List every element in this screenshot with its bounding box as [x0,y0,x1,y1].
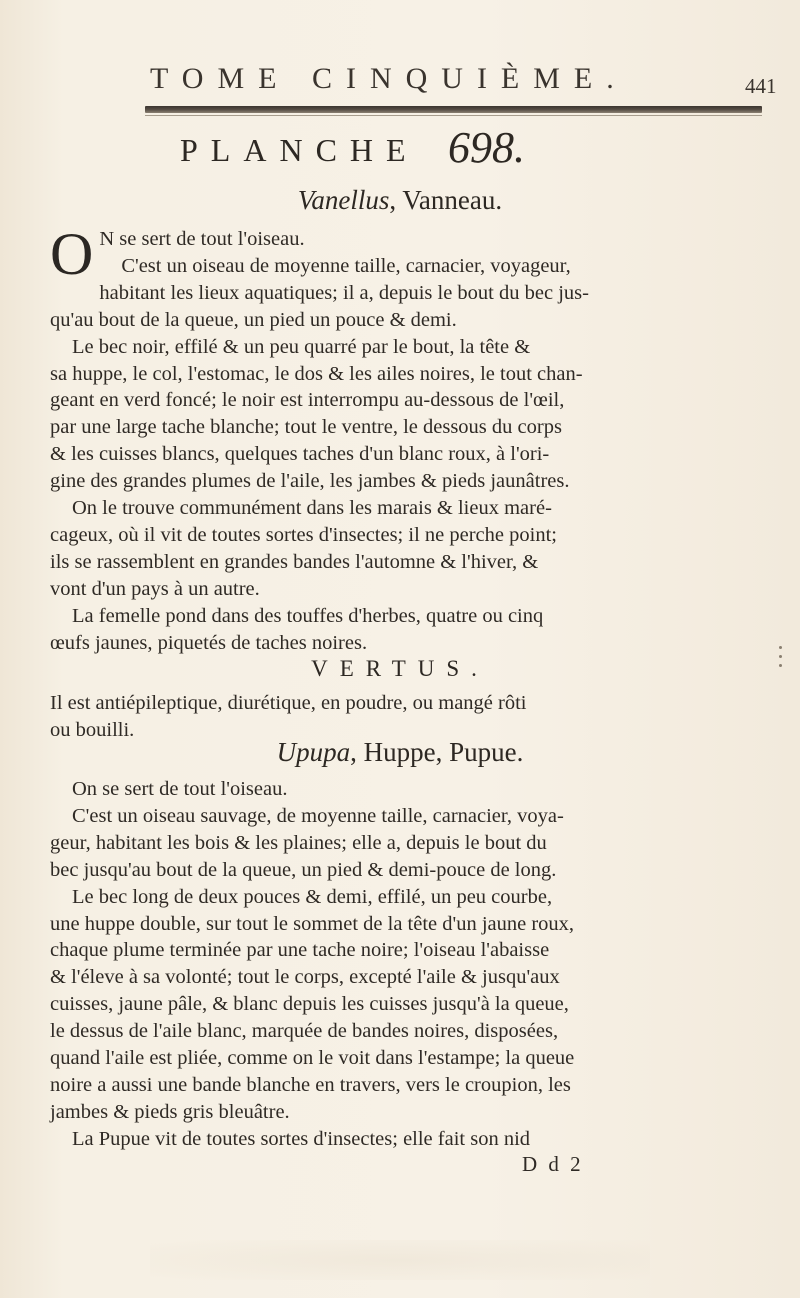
section-heading-vanellus [0,185,800,216]
paragraph-line: Il est antiépileptique, diurétique, en poudre, ou mangé rôti [50,692,527,714]
header-rule [145,106,762,113]
header-rule-thin [145,115,762,116]
paper-stain [150,1240,650,1280]
page-number: 441 [745,74,777,98]
paragraph-line: Le bec long de deux pouces & demi, effilé, un peu courbe, [72,885,553,908]
paragraph-line: œufs jaunes, piquetés de taches noires. [50,631,368,654]
heading-separator: , [350,737,364,767]
paragraph-line: & les cuisses blancs, quelques taches d'un blanc roux, à l'ori- [50,443,550,466]
signature-mark: D d 2 [522,1152,584,1176]
heading-separator: , [389,185,403,215]
paragraph-line: une huppe double, sur tout le sommet de la tête d'un jaune roux, [50,912,575,935]
french-name: Vanneau. [402,185,503,215]
paragraph-line: vont d'un pays à un autre. [50,577,260,600]
plate-heading [180,123,680,176]
section-heading-upupa [0,737,800,768]
paragraph-line: La Pupue vit de toutes sortes d'insectes; elle fait son nid [72,1127,531,1150]
vertus-body [50,690,690,744]
paragraph-line: geur, habitant les bois & les plaines; elle a, depuis le bout du [50,831,547,854]
paragraph-line: gine des grandes plumes de l'aile, les jambes & pieds jaunâtres. [50,470,570,493]
paragraph-line: La femelle pond dans des touffes d'herbes, quatre ou cinq [72,604,544,627]
paragraph-line: geant en verd foncé; le noir est interrompu au-dessous de l'œil, [50,389,565,412]
paragraph-line: Le bec noir, effilé & un peu quarré par le bout, la tête & [72,335,531,358]
paragraph-line: sa huppe, le col, l'estomac, le dos & les ailes noires, le tout chan- [50,362,583,385]
latin-name: Upupa [276,737,351,767]
paragraph-line: le dessus de l'aile blanc, marquée de bandes noires, disposées, [50,1020,559,1043]
paragraph-line: C'est un oiseau de moyenne taille, carnacier, voyageur, [121,254,571,277]
paragraph-line: & l'éleve à sa volonté; tout le corps, excepté l'aile & jusqu'aux [50,966,560,989]
paragraph-line: par une large tache blanche; tout le ventre, le dessous du corps [50,416,562,439]
paragraph-line: C'est un oiseau sauvage, de moyenne taille, carnacier, voya- [72,804,564,827]
paragraph-line: O N se sert de tout l'oiseau. [50,221,305,287]
plate-number: 698. [448,123,525,172]
paragraph-line: ils se rassemblent en grandes bandes l'automne & l'hiver, & [50,550,539,573]
paragraph-line: qu'au bout de la queue, un pied un pouce & demi. [50,308,457,331]
paragraph-line: jambes & pieds gris bleuâtre. [50,1100,290,1123]
paragraph-line: chaque plume terminée par une tache noire; l'oiseau l'abaisse [50,939,550,962]
paragraph-line: On le trouve communément dans les marais & lieux maré- [72,497,552,520]
french-name: Huppe, Pupue. [363,737,524,767]
running-head [0,62,800,102]
drop-cap: O [50,221,94,287]
paragraph-line: quand l'aile est pliée, comme on le voit dans l'estampe; la queue [50,1047,575,1070]
paragraph-line: habitant les lieux aquatiques; il a, depuis le bout du bec jus- [99,281,589,304]
vertus-heading: VERTUS. [311,656,489,681]
plate-label: PLANCHE [180,132,419,168]
paragraph-line: On se sert de tout l'oiseau. [72,778,288,800]
paragraph-line: cageux, où il vit de toutes sortes d'insectes; il ne perche point; [50,523,557,546]
section-body-vanellus [50,221,690,657]
running-title: TOME CINQUIÈME. [150,62,628,95]
paragraph-line: cuisses, jaune pâle, & blanc depuis les cuisses jusqu'à la queue, [50,993,569,1016]
paragraph-line: ou bouilli. [50,718,135,741]
paragraph-line: bec jusqu'au bout de la queue, un pied & demi-pouce de long. [50,858,557,881]
paragraph-line: noire a aussi une bande blanche en travers, vers le croupion, les [50,1073,571,1096]
section-body-upupa [50,776,690,1153]
latin-name: Vanellus [297,185,390,215]
margin-specks [775,640,789,700]
